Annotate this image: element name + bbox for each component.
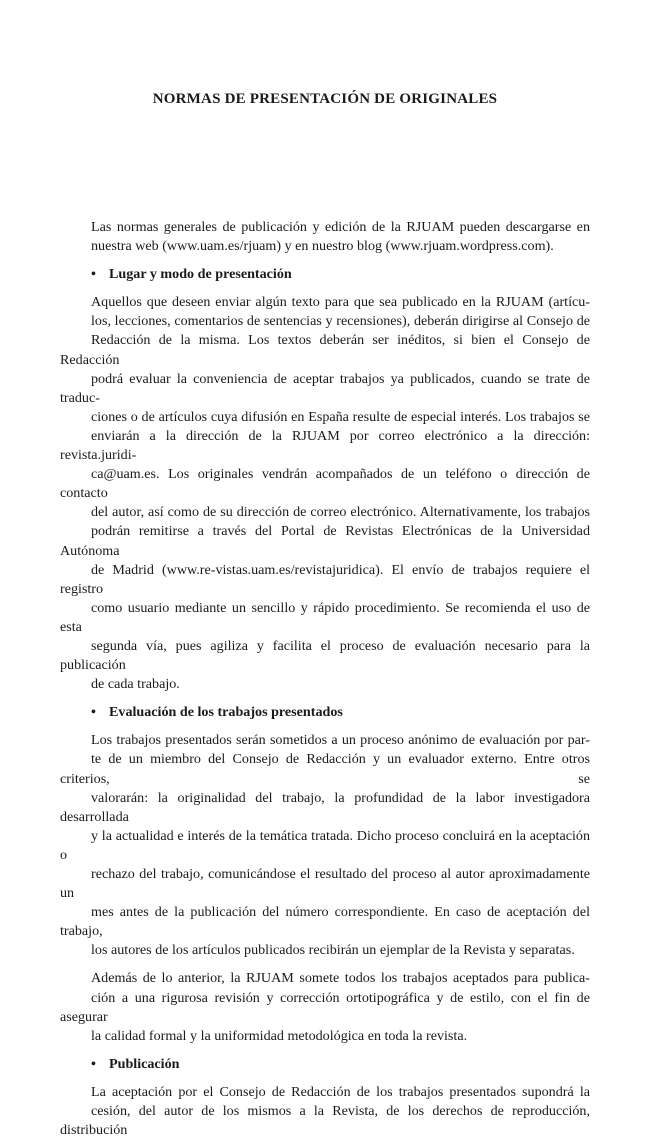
bullet-marker: • [91,704,96,721]
text-line: La aceptación por el Consejo de Redacción de los trabajos presentados supondrá la [91,1083,590,1100]
section-heading-text: Publicación [109,1055,180,1072]
text-line: ción a una rigurosa revisión y corrección ortotipográfica y de estilo, con el fin de asegurar [60,989,590,1025]
text-line: Redacción de la misma. Los textos deberán ser inéditos, si bien el Consejo de Redacción [60,332,590,368]
text-line: mes antes de la publicación del número correspondiente. En caso de aceptación del trabajo, [60,904,590,940]
text-line: nuestra web (www.uam.es/rjuam) y en nuestro blog (www.rjuam.wordpress.com). [91,238,554,255]
section-paragraph [60,1083,590,1140]
text-line: la calidad formal y la uniformidad metodológica en toda la revista. [91,1027,468,1044]
section-heading-text: Lugar y modo de presentación [109,266,292,283]
text-line: podrán remitirse a través del Portal de Revistas Electrónicas de la Universidad Autónoma [60,523,590,559]
text-line: podrá evaluar la conveniencia de aceptar trabajos ya publicados, cuando se trate de traduc- [60,370,590,406]
text-line: de Madrid (www.re-vistas.uam.es/revistajuridica). El envío de trabajos requiere el registro [60,561,590,597]
bullet-marker: • [91,1055,96,1072]
text-line: Además de lo anterior, la RJUAM somete todos los trabajos aceptados para publica- [91,970,590,987]
text-line: Aquellos que deseen enviar algún texto para que sea publicado en la RJUAM (artícu- [91,294,590,311]
section-heading-publicacion [60,1055,590,1074]
text-line: y la actualidad e interés de la temática tratada. Dicho proceso concluirá en la aceptación o [60,827,590,863]
text-line: segunda vía, pues agiliza y facilita el proceso de evaluación necesario para la publicación [60,637,590,674]
text-line: Las normas generales de publicación y edición de la RJUAM pueden descargarse en [91,219,590,235]
text-line: como usuario mediante un sencillo y rápido procedimiento. Se recomienda el uso de esta [60,599,590,635]
section-paragraph [60,293,590,694]
text-line: de cada trabajo. [91,676,180,693]
section-heading-text: Evaluación de los trabajos presentados [109,704,343,721]
section-paragraph [60,969,590,1045]
intro-paragraph [60,218,590,256]
section-heading-lugar [60,265,590,284]
text-line: ca@uam.es. Los originales vendrán acompañados de un teléfono o dirección de contacto [60,466,590,502]
text-line: ciones o de artículos cuya difusión en España resulte de especial interés. Los trabajos se [91,408,590,425]
text-line: valorarán: la originalidad del trabajo, la profundidad de la labor investigadora desarrollada [60,789,590,825]
document-body [60,218,590,1140]
text-line: rechazo del trabajo, comunicándose el resultado del proceso al autor aproximadamente un [60,866,590,902]
text-line: cesión, del autor de los mismos a la Revista, de los derechos de reproducción, distribución [60,1103,590,1139]
page-title: NORMAS DE PRESENTACIÓN DE ORIGINALES [152,91,498,107]
text-line: te de un miembro del Consejo de Redacción y un evaluador externo. Entre otros criterios, se [60,751,590,787]
text-line: los, lecciones, comentarios de sentencias y recensiones), deberán dirigirse al Consejo de [91,313,590,330]
section-heading-evaluacion [60,703,590,722]
section-paragraph [60,731,590,960]
text-line: Los trabajos presentados serán sometidos a un proceso anónimo de evaluación por par- [91,732,590,749]
text-line: los autores de los artículos publicados recibirán un ejemplar de la Revista y separatas. [91,942,575,959]
document-page [60,0,590,1139]
text-line: del autor, así como de su dirección de correo electrónico. Alternativamente, los trabajos [91,504,590,521]
text-line: enviarán a la dirección de la RJUAM por correo electrónico a la dirección: revista.juridi- [60,427,590,464]
bullet-marker: • [91,266,96,283]
